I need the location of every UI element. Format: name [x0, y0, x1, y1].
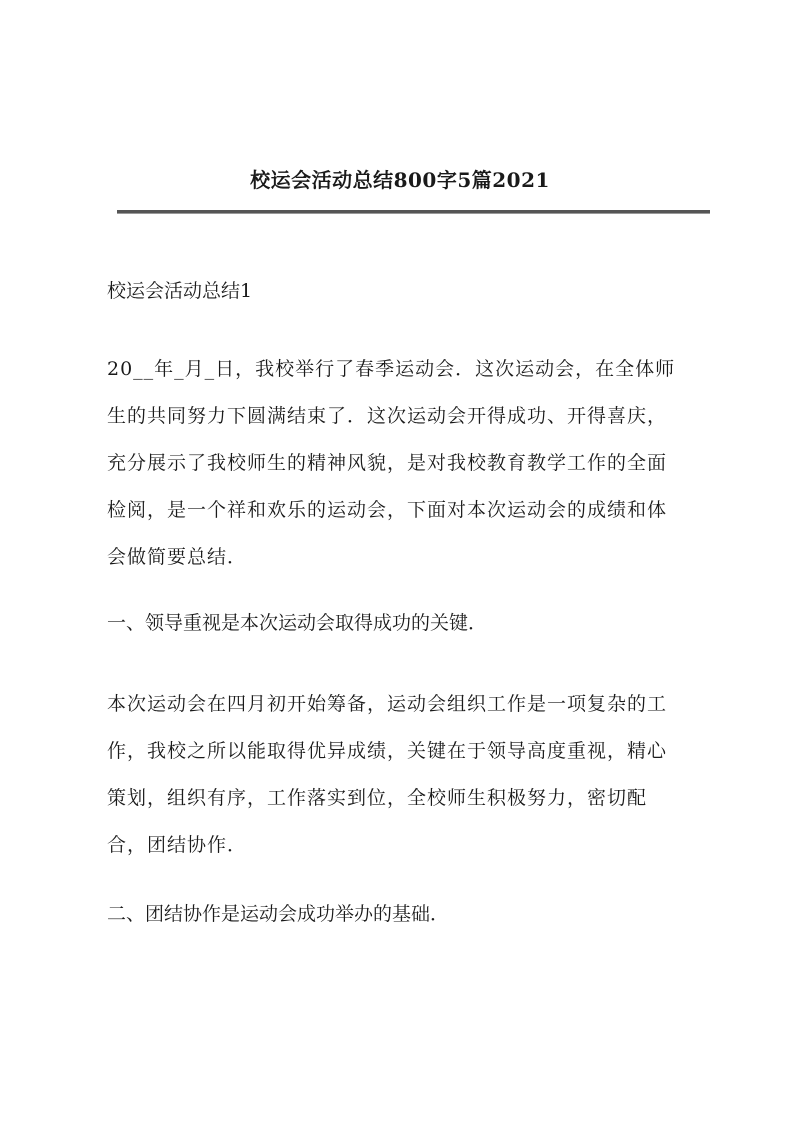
document-title: 校运会活动总结800字5篇2021	[250, 168, 550, 192]
paragraph-line: 合，团结协作．	[107, 834, 248, 856]
paragraph-line: 会做简要总结．	[107, 546, 248, 568]
paragraph-line: 策划，组织有序，工作落实到位，全校师生积极努力，密切配	[107, 787, 648, 809]
section-heading: 校运会活动总结1	[107, 280, 253, 302]
paragraph-line: 充分展示了我校师生的精神风貌，是对我校教育教学工作的全面	[107, 452, 668, 474]
paragraph-line: 本次运动会在四月初开始筹备，运动会组织工作是一项复杂的工	[107, 693, 668, 715]
title-divider	[117, 210, 710, 214]
point-heading-2: 二、团结协作是运动会成功举办的基础．	[107, 903, 450, 925]
paragraph-line: 检阅，是一个祥和欢乐的运动会，下面对本次运动会的成绩和体	[107, 499, 668, 521]
point-heading-1: 一、领导重视是本次运动会取得成功的关键．	[107, 612, 488, 634]
intro-paragraph	[107, 346, 719, 581]
paragraph-line: 20__年_月_日，我校举行了春季运动会．这次运动会，在全体师	[107, 358, 676, 380]
point1-paragraph	[107, 681, 719, 869]
paragraph-line: 生的共同努力下圆满结束了．这次运动会开得成功、开得喜庆，	[107, 405, 668, 427]
paragraph-line: 作，我校之所以能取得优异成绩，关键在于领导高度重视，精心	[107, 740, 668, 762]
